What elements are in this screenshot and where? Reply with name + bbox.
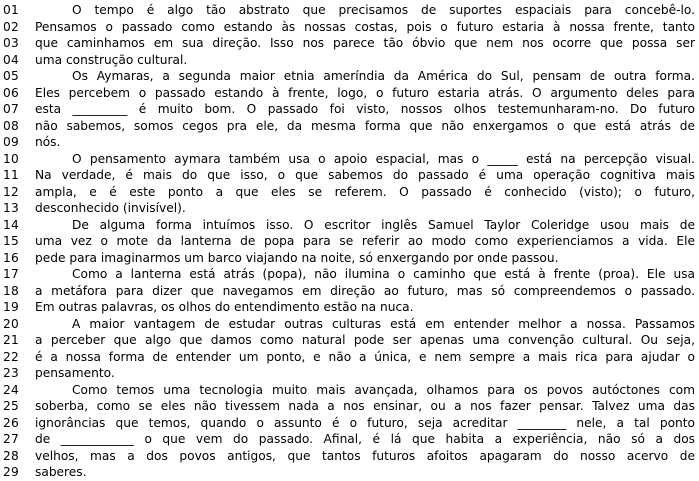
- text-line: [3, 332, 695, 349]
- text-line: [3, 431, 695, 448]
- text-line: [3, 85, 695, 102]
- line-number: 03: [3, 36, 19, 50]
- line-number: 16: [3, 250, 19, 265]
- text-line: [3, 266, 695, 283]
- text-line: [3, 68, 695, 85]
- text-line: [3, 316, 695, 333]
- line-number: 01: [3, 3, 19, 17]
- text-line: [3, 134, 695, 151]
- line-text: ignorâncias que temos, quando o assunto é o futuro, seja acreditar ________ nele, a tal ponto: [35, 415, 695, 430]
- line-number: 24: [3, 382, 19, 397]
- text-line: [3, 250, 695, 267]
- line-number: 22: [3, 349, 19, 364]
- line-text: Os Aymaras, a segunda maior etnia ameríndia da América do Sul, pensam de outra forma.: [72, 69, 695, 83]
- text-line: [3, 299, 695, 316]
- line-number: 26: [3, 415, 19, 430]
- line-number: 15: [3, 234, 19, 248]
- line-text: não sabemos, somos cegos pra ele, da mesma forma que não enxergamos o que está atrás de: [35, 118, 695, 133]
- text-line: [3, 151, 695, 168]
- text-line: [3, 19, 695, 36]
- line-text: de ____________ o que vem do passado. Afinal, é lá que habita a experiência, não só a dos: [35, 432, 695, 446]
- text-line: [3, 118, 695, 135]
- text-line: [3, 101, 695, 118]
- line-text: a metáfora para dizer que navegamos em direção ao futuro, mas só compreendemos o passado.: [35, 283, 695, 298]
- text-line: [3, 52, 695, 69]
- line-text: nós.: [35, 135, 61, 149]
- line-number: 08: [3, 118, 19, 133]
- line-text: pede para imaginarmos um barco viajando na noite, só enxergando por onde passou.: [35, 250, 559, 265]
- line-text: O pensamento aymara também usa o apoio espacial, mas o _____ está na percepção visual.: [72, 151, 695, 166]
- line-number: 20: [3, 316, 19, 331]
- line-number: 12: [3, 184, 19, 199]
- line-text: uma vez o mote da lanterna de popa para se referir ao modo como experienciamos a vida. Ele: [35, 234, 695, 248]
- line-number: 13: [3, 201, 19, 215]
- text-line: [3, 217, 695, 234]
- text-line: [3, 398, 695, 415]
- line-text: soberba, como se eles não tivessem nada a nos ensinar, ou a nos fazer pensar. Talvez uma das: [35, 399, 695, 413]
- line-text: Eles percebem o passado estando à frente, logo, o futuro estaria atrás. O argumento deles para: [35, 85, 695, 100]
- line-text: pensamento.: [35, 366, 115, 380]
- line-number: 14: [3, 217, 19, 232]
- text-line: [3, 167, 695, 184]
- line-text: a perceber que algo que damos como natural pode ser apenas uma convenção cultural. Ou seja,: [35, 333, 695, 347]
- line-number: 09: [3, 135, 19, 149]
- line-number: 07: [3, 102, 19, 116]
- line-number: 05: [3, 69, 19, 83]
- line-number: 02: [3, 19, 19, 34]
- line-text: ampla, e é este ponto a que eles se referem. O passado é conhecido (visto); o futuro,: [35, 184, 695, 199]
- text-line: [3, 184, 695, 201]
- text-line: [3, 233, 695, 250]
- line-number: 28: [3, 448, 19, 463]
- line-text: Como a lanterna está atrás (popa), não ilumina o caminho que está à frente (proa). Ele usa: [72, 267, 695, 281]
- line-number: 10: [3, 151, 19, 166]
- line-number: 23: [3, 366, 19, 380]
- line-text: desconhecido (invisível).: [35, 201, 186, 215]
- line-text: é a nossa forma de entender um ponto, e não a única, e nem sempre a mais rica para ajudar o: [35, 349, 695, 364]
- line-text: A maior vantagem de estudar outras culturas está em entender melhor a nossa. Passamos: [72, 316, 695, 331]
- text-line: [3, 464, 695, 481]
- line-number: 25: [3, 399, 19, 413]
- line-number: 27: [3, 432, 19, 446]
- line-text: O tempo é algo tão abstrato que precisamos de suportes espaciais para concebê-lo.: [72, 3, 695, 17]
- line-number: 19: [3, 300, 19, 314]
- text-line: [3, 415, 695, 432]
- text-line: [3, 382, 695, 399]
- line-number: 04: [3, 52, 19, 67]
- line-text: De alguma forma intuímos isso. O escritor inglês Samuel Taylor Coleridge usou mais de: [72, 217, 695, 232]
- text-line: [3, 2, 695, 19]
- line-text: velhos, mas a dos povos antigos, que tantos futuros afoitos apagaram do nosso acervo de: [35, 448, 695, 463]
- line-text: Pensamos o passado como estando às nossas costas, pois o futuro estaria à nossa frente, tanto: [35, 19, 695, 34]
- line-number: 21: [3, 333, 19, 347]
- line-number: 18: [3, 283, 19, 298]
- line-number: 17: [3, 267, 19, 281]
- text-line: [3, 35, 695, 52]
- line-text: esta _________ é muito bom. O passado foi visto, nossos olhos testemunharam-no. Do futuro: [35, 102, 695, 116]
- line-number: 06: [3, 85, 19, 100]
- line-number: 11: [3, 168, 19, 182]
- line-text: uma construção cultural.: [35, 52, 188, 67]
- text-line: [3, 448, 695, 465]
- line-text: que caminhamos em sua direção. Isso nos parece tão óbvio que nem nos ocorre que possa ser: [35, 36, 695, 50]
- line-text: Na verdade, é mais do que isso, o que sabemos do passado é uma operação cognitiva mais: [35, 168, 695, 182]
- line-text: saberes.: [35, 465, 87, 479]
- line-number: 29: [3, 465, 19, 479]
- text-line: [3, 365, 695, 382]
- text-line: [3, 349, 695, 366]
- line-text: Como temos uma tecnologia muito mais avançada, olhamos para os povos autóctones com: [72, 382, 695, 397]
- text-line: [3, 200, 695, 217]
- line-text: Em outras palavras, os olhos do entendimento estão na nuca.: [35, 300, 414, 314]
- text-line: [3, 283, 695, 300]
